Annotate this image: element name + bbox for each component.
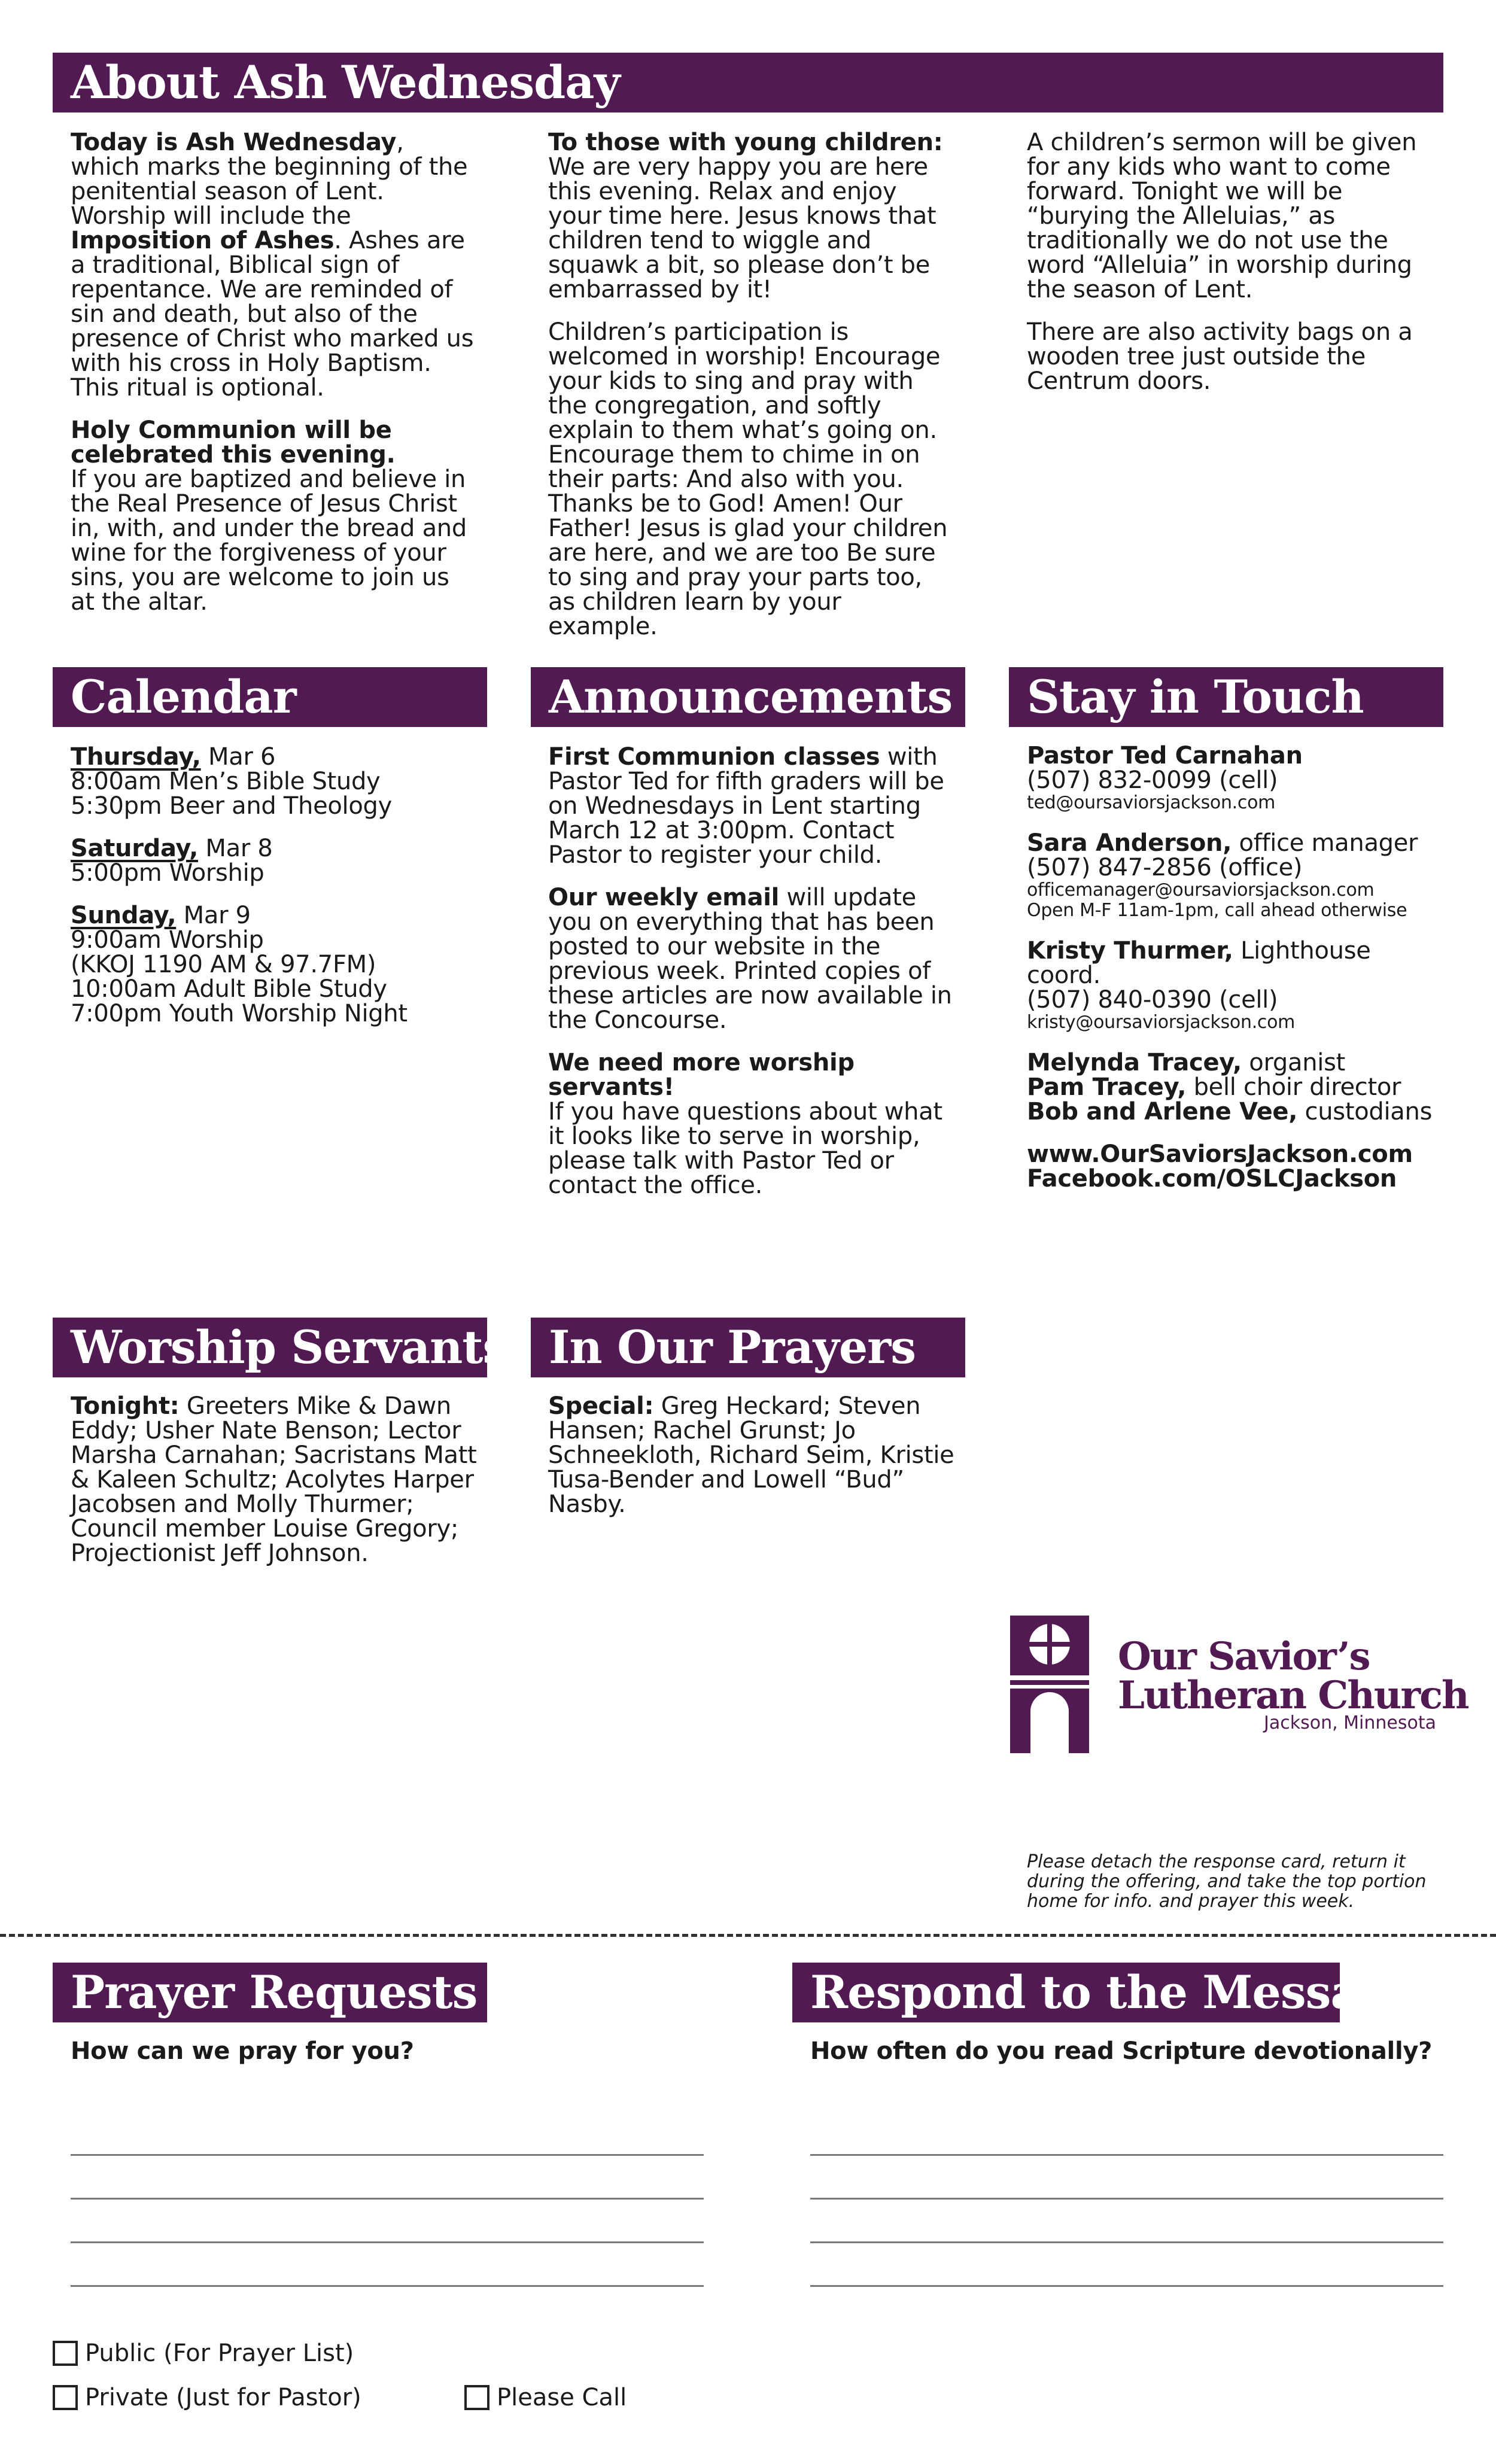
contact-lighthouse: Kristy Thurmer, Lighthouse coord. (507) 840-0390 (cell) kristy@oursaviorsjackson.com [1027, 937, 1371, 1033]
logo-name-line-1: Our Savior’s [1118, 1634, 1370, 1679]
prayers-header: In Our Prayers [531, 1318, 965, 1377]
detach-line [0, 1934, 1496, 1937]
detach-note: Please detach the response card, return it during the offering, and take the top portion home for info. and prayer this week. [1027, 1851, 1427, 1912]
facebook-link[interactable]: Facebook.com/OSLCJackson [1027, 1165, 1397, 1193]
church-logo-icon [1010, 1616, 1089, 1753]
contact-office: Sara Anderson, office manager (507) 847-2856 (office) officemanager@oursaviorsjackson.com Open M-F 11am-1pm, call ahead otherwise [1027, 829, 1418, 921]
about-col-2 [548, 130, 955, 657]
contact-pastor: Pastor Ted Carnahan (507) 832-0099 (cell) ted@oursaviorsjackson.com [1027, 742, 1303, 813]
calendar-day: Sunday, Mar 9 9:00am Worship (KKOJ 1190 AM & 97.7FM) 10:00am Adult Bible Study 7:00pm Youth Worship Night [71, 902, 408, 1027]
respond-header: Respond to the Message [792, 1963, 1340, 2022]
announcement-item: We need more worship servants! If you have questions about what it looks like to serve in worship, please talk with Pastor Ted or contact the office. [548, 1049, 942, 1199]
servants-header: Worship Servants [53, 1318, 487, 1377]
logo-location: Jackson, Minnesota [1264, 1712, 1437, 1733]
communion-paragraph: Holy Communion will be celebrated this evening. If you are baptized and believe in the Real Presence of Jesus Christ in, with, and under the bread and wine for the forgiveness of your sins, you are welcome to join us at the altar. [71, 416, 467, 616]
public-checkbox-label: Public (For Prayer List) [85, 2340, 354, 2367]
public-checkbox[interactable] [53, 2341, 78, 2366]
respond-line[interactable] [810, 2285, 1443, 2287]
prayers-text: Special: Greg Heckard; Steven Hansen; Rachel Grunst; Jo Schneekloth, Richard Seim, Kristie Tusa-Bender and Lowell “Bud” Nasby. [548, 1392, 954, 1518]
young-children-paragraph: To those with young children: We are very happy you are here this evening. Relax and enjoy your time here. Jesus knows that children tend to wiggle and squawk a bit, so please don’t be embarrassed by it! [548, 129, 943, 303]
prayer-requests-header: Prayer Requests [53, 1963, 487, 2022]
activity-bags-paragraph: There are also activity bags on a wooden tree just outside the Centrum doors. [1027, 318, 1413, 395]
prayer-request-line[interactable] [71, 2241, 704, 2243]
about-col-1 [71, 130, 478, 632]
calendar-header: Calendar [53, 667, 487, 727]
announcements-header: Announcements [531, 667, 965, 727]
prayer-request-line[interactable] [71, 2285, 704, 2287]
childrens-sermon-paragraph: A children’s sermon will be given for any kids who want to come forward. Tonight we will be “burying the Alleluias,” as traditionally we do not use the word “Alleluia” in worship during the season of Lent. [1027, 129, 1417, 303]
prayer-request-line[interactable] [71, 2154, 704, 2156]
about-header: About Ash Wednesday [53, 53, 1443, 112]
respond-line[interactable] [810, 2198, 1443, 2200]
servants-text: Tonight: Greeters Mike & Dawn Eddy; Usher Nate Benson; Lector Marsha Carnahan; Sacristans Matt & Kaleen Schultz; Acolytes Harper Jacobsen and Molly Thurmer; Council member Louise Gregory; Projectionist Jeff Johnson. [71, 1392, 477, 1567]
respond-line[interactable] [810, 2154, 1443, 2156]
contact-header: Stay in Touch [1009, 667, 1443, 727]
respond-line[interactable] [810, 2241, 1443, 2243]
prayer-requests-question: How can we pray for you? [71, 2037, 414, 2065]
announcement-item: First Communion classes with Pastor Ted for fifth graders will be on Wednesdays in Lent starting March 12 at 3:00pm. Contact Pastor to register your child. [548, 743, 944, 869]
announcements-list [548, 745, 955, 1216]
calendar-list [71, 745, 478, 1044]
prayer-request-line[interactable] [71, 2198, 704, 2200]
announcement-item: Our weekly email will update you on everything that has been posted to our website in the previous week. Printed copies of these articles are now available in the Concourse. [548, 884, 952, 1034]
private-checkbox-label: Private (Just for Pastor) [85, 2384, 361, 2411]
website-link[interactable]: www.OurSaviorsJackson.com [1027, 1140, 1413, 1168]
please-call-checkbox-label: Please Call [497, 2384, 627, 2411]
private-checkbox[interactable] [53, 2385, 78, 2410]
contact-list [1027, 744, 1446, 1209]
respond-question: How often do you read Scripture devotionally? [810, 2037, 1433, 2065]
contact-web [1027, 1142, 1446, 1191]
calendar-day: Thursday, Mar 6 8:00am Men’s Bible Study 5:30pm Beer and Theology [71, 743, 392, 820]
children-participation-paragraph: Children’s participation is welcomed in worship! Encourage your kids to sing and pray with the congregation, and softly explain to them what’s going on. Encourage them to chime in on their parts: And also with you. Thanks be to God! Amen! Our Father! Jesus is glad your children are here, and we are too Be sure to sing and pray your parts too, as children learn by your example. [548, 318, 948, 640]
contact-staff: Melynda Tracey, organist Pam Tracey, bell choir director Bob and Arlene Vee, custodians [1027, 1049, 1433, 1125]
about-intro-paragraph: Today is Ash Wednesday, which marks the beginning of the penitential season of Lent. Worship will include the Imposition of Ashes. Ashes are a traditional, Biblical sign of repentance. We are reminded of sin and death, but also of the presence of Christ who marked us with his cross in Holy Baptism. This ritual is optional. [71, 129, 474, 401]
calendar-day: Saturday, Mar 8 5:00pm Worship [71, 835, 273, 887]
please-call-checkbox[interactable] [464, 2385, 489, 2410]
about-col-3 [1027, 130, 1434, 412]
logo-name-line-2: Lutheran Church [1118, 1673, 1468, 1718]
